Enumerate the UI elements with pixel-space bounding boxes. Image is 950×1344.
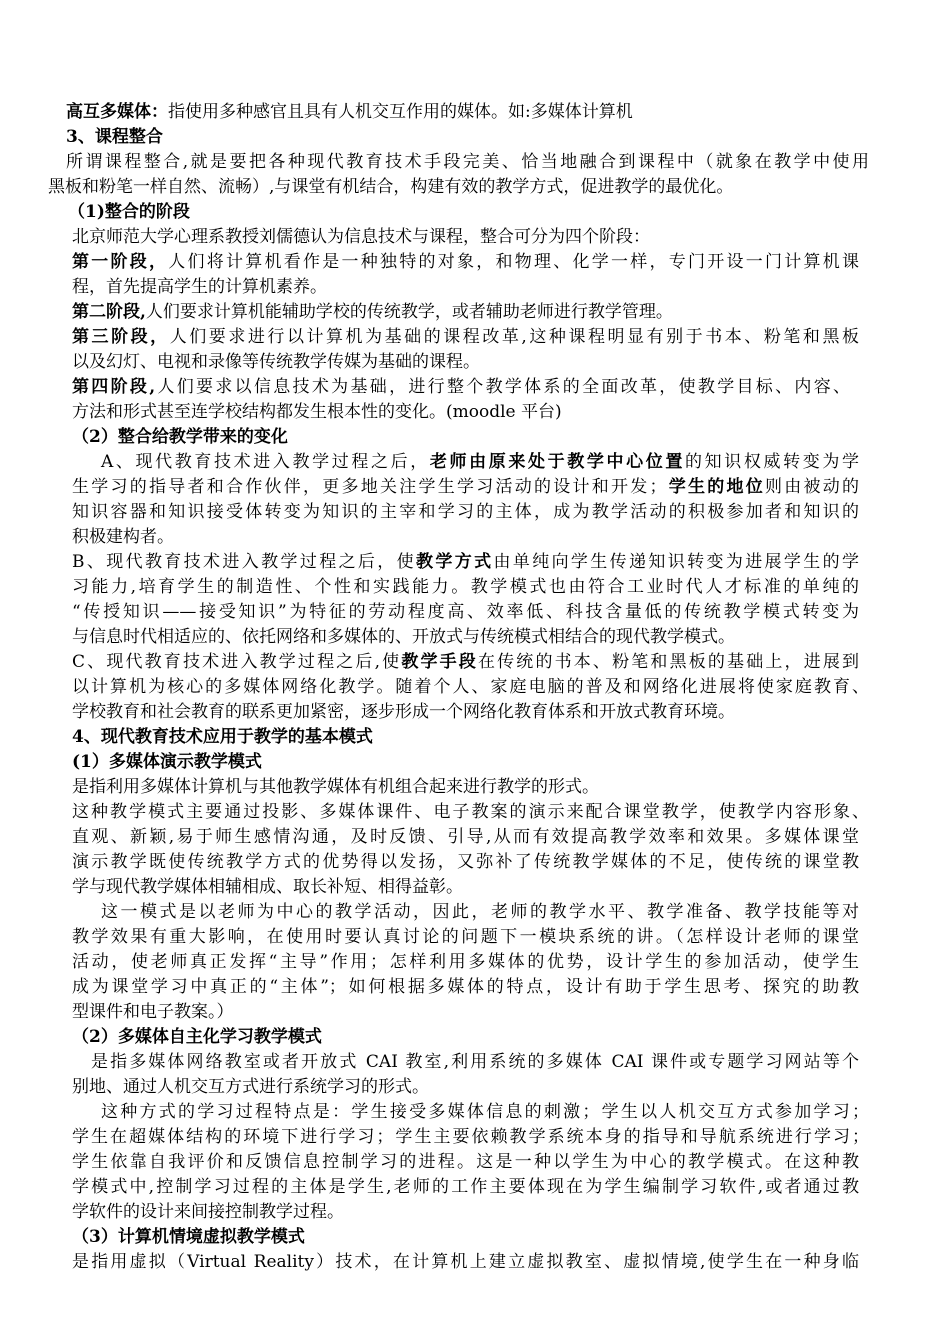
subheading-mode-1: (1）多媒体演示教学模式 [72,752,262,772]
paragraph-line: 学模式中,控制学习过程的主体是学生,老师的工作主要体现在为学生编制学习软件,或者通过教 [72,1177,859,1197]
paragraph-line: 学生在超媒体结构的环境下进行学习；学生主要依赖教学系统本身的指导和导航系统进行学习； [72,1127,869,1147]
paragraph-line: “传授知识——接受知识”为特征的劳动程度高、效率低、科技含量低的传统教学模式转变为 [72,602,859,622]
paragraph-line: 直观、新颖,易于师生感情沟通，及时反馈、引导,从而有效提高教学效率和效果。多媒体课堂 [72,827,859,847]
section-heading-3: 3、课程整合 [66,127,163,147]
stage-2-line: 第二阶段,人们要求计算机能辅助学校的传统教学，或者辅助老师进行教学管理。 [72,302,673,322]
paragraph-line: 是指多媒体网络教室或者开放式 CAI 教室,利用系统的多媒体 CAI 课件或专题学习网站等个 [91,1052,859,1072]
subheading-2: （2）整合给教学带来的变化 [72,427,288,447]
stage-label: 第四阶段, [72,377,156,397]
stage-1-line: 第一阶段，人们将计算机看作是一种独特的对象，和物理、化学一样，专门开设一门计算机课 [72,252,859,272]
paragraph-line: 是指利用多媒体计算机与其他教学媒体有机组合起来进行教学的形式。 [72,777,599,797]
emphasis: 老师由原来处于教学中心位置 [429,452,686,472]
paragraph-line: 这种方式的学习过程特点是：学生接受多媒体信息的刺激；学生以人机交互方式参加学习； [101,1102,869,1122]
emphasis: 教学方式 [416,552,494,572]
emphasis: 学生的地位 [666,477,765,497]
subheading-mode-2: （2）多媒体自主化学习教学模式 [72,1027,322,1047]
paragraph-line: 别地、通过人机交互方式进行系统学习的形式。 [72,1077,429,1097]
paragraph-line: 教学效果有重大影响，在使用时要认真讨论的问题下一模块系统的讲。（怎样设计老师的课堂 [72,927,859,947]
subheading-1: （1)整合的阶段 [68,202,190,222]
paragraph-line: 以及幻灯、电视和录像等传统教学传媒为基础的课程。 [72,352,480,372]
paragraph-line: 学生依靠自我评价和反馈信息控制学习的进程。这是一种以学生为中心的教学模式。在这种教 [72,1152,859,1172]
paragraph-line: 学软件的设计来间接控制教学过程。 [72,1202,344,1222]
change-c-line: C、现代教育技术进入教学过程之后,使教学手段在传统的书本、粉笔和黑板的基础上，进展到 [72,652,860,672]
paragraph-line: 是指用虚拟（Virtual Reality）技术，在计算机上建立虚拟教室、虚拟情境,使学生在一种身临 [72,1252,859,1272]
section-heading-4: 4、现代教育技术应用于教学的基本模式 [72,727,373,747]
paragraph-line: 这种教学模式主要通过投影、多媒体课件、电子教案的演示来配合课堂教学，使教学内容形象、 [72,802,869,822]
subheading-mode-3: （3）计算机情境虚拟教学模式 [72,1227,305,1247]
paragraph-line: 程，首先提高学生的计算机素养。 [72,277,327,297]
change-a-line: A、现代教育技术进入教学过程之后，老师由原来处于教学中心位置的知识权威转变为学 [101,452,860,472]
paragraph-line: 积极建构者。 [72,527,174,547]
paragraph-line: 演示教学既使传统教学方式的优势得以发扬，又弥补了传统教学媒体的不足，使传统的课堂教 [72,852,859,872]
paragraph-line: 习能力,培育学生的制造性、个性和实践能力。教学模式也由符合工业时代人才标准的单纯的 [72,577,859,597]
paragraph-line: 黑板和粉笔一样自然、流畅）,与课堂有机结合，构建有效的教学方式，促进教学的最优化。 [48,177,734,197]
paragraph-line: 学与现代教学媒体相辅相成、取长补短、相得益彰。 [72,877,463,897]
stage-3-line: 第三阶段，人们要求进行以计算机为基础的课程改革,这种课程明显有别于书本、粉笔和黑板 [72,327,859,347]
paragraph-line: 以计算机为核心的多媒体网络化教学。随着个人、家庭电脑的普及和网络化进展将使家庭教育、 [72,677,869,697]
paragraph-line: 型课件和电子教案。） [72,1002,234,1022]
paragraph-line: 学校教育和社会教育的联系更加紧密，逐步形成一个网络化教育体系和开放式教育环境。 [72,702,735,722]
stage-label: 第三阶段， [72,327,170,347]
paragraph-line: 知识容器和知识接受体转变为知识的主宰和学习的主体，成为教学活动的积极参加者和知识的 [72,502,859,522]
stage-label: 第二阶段, [72,302,146,322]
paragraph-line: 活动，使老师真正发挥“主导”作用；怎样利用多媒体的优势，设计学生的参加活动，使学生 [72,952,859,972]
stage-label: 第一阶段， [72,252,169,272]
emphasis: 教学手段 [401,652,478,672]
change-b-line: B、现代教育技术进入教学过程之后，使教学方式由单纯向学生传递知识转变为进展学生的学 [72,552,860,572]
paragraph-line: 这一模式是以老师为中心的教学活动，因此，老师的教学水平、教学准备、教学技能等对 [101,902,859,922]
paragraph-line: 方法和形式甚至连学校结构都发生根本性的变化。(moodle 平台) [72,402,562,422]
definition-line: 高互多媒体：指使用多种感官且具有人机交互作用的媒体。如:多媒体计算机 [66,102,633,122]
term: 高互多媒体： [66,102,168,122]
paragraph-line: 生学习的指导者和合作伙伴，更多地关注学生学习活动的设计和开发；学生的地位则由被动的 [72,477,859,497]
stage-4-line: 第四阶段,人们要求以信息技术为基础，进行整个教学体系的全面改革，使教学目标、内容、 [72,377,851,397]
paragraph-line: 北京师范大学心理系教授刘儒德认为信息技术与课程，整合可分为四个阶段： [72,227,650,247]
paragraph-line: 所谓课程整合,就是要把各种现代教育技术手段完美、恰当地融合到课程中（就象在教学中使用 [66,152,869,172]
paragraph-line: 成为课堂学习中真正的“主体”；如何根据多媒体的特点，设计有助于学生思考、探究的助教 [72,977,859,997]
paragraph-line: 与信息时代相适应的、依托网络和多媒体的、开放式与传统模式相结合的现代教学模式。 [72,627,735,647]
